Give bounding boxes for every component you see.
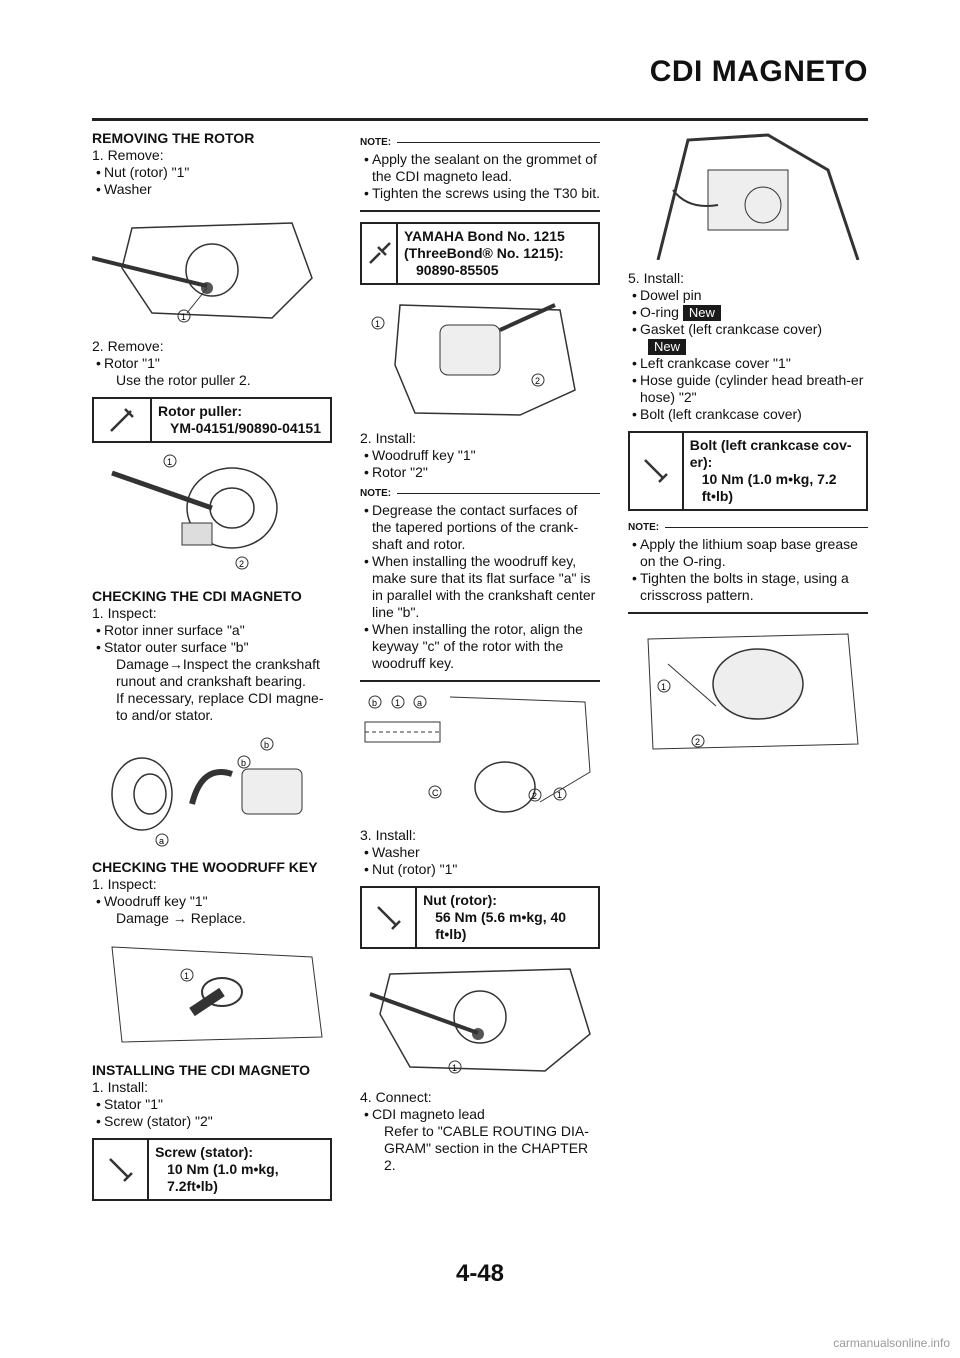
spec-value: 10 Nm (1.0 m•kg, 7.2 ft•lb) bbox=[701, 471, 837, 504]
section-title-checking: CHECKING THE CDI MAGNETO bbox=[92, 588, 302, 604]
bullet: • Left crankcase cover "1" bbox=[628, 355, 868, 372]
bullet: • Woodruff key "1" bbox=[92, 893, 332, 910]
page-title: CDI MAGNETO bbox=[649, 55, 868, 88]
bullet-text: O-ring bbox=[640, 304, 679, 320]
note-header bbox=[360, 485, 600, 502]
bullet: • Rotor "2" bbox=[360, 464, 600, 481]
fig-label: 1 bbox=[375, 319, 381, 329]
fig-label: 1 bbox=[181, 312, 187, 322]
bullet: • Washer bbox=[360, 844, 600, 861]
watermark: carmanualsonline.info bbox=[833, 1336, 950, 1350]
note-text: Refer to "CABLE ROUTING DIA-GRAM" section in the CHAPTER 2. bbox=[384, 1123, 589, 1173]
section-title-removing: REMOVING THE ROTOR bbox=[92, 130, 255, 146]
bullet: • Nut (rotor) "1" bbox=[92, 164, 332, 181]
spec-value: YM-04151/90890-04151 bbox=[170, 420, 322, 436]
page-number: 4-48 bbox=[455, 1260, 505, 1287]
column-3 bbox=[628, 130, 868, 769]
note-label: NOTE: bbox=[360, 488, 392, 499]
figure-nut-install bbox=[360, 959, 600, 1079]
section-title-installing: INSTALLING THE CDI MAGNETO bbox=[92, 1062, 311, 1078]
note-end-rule bbox=[360, 680, 600, 682]
sealant-icon bbox=[362, 224, 398, 283]
fig-label: C bbox=[432, 788, 439, 798]
figure-rotor-stator bbox=[92, 734, 332, 849]
note-header bbox=[360, 134, 600, 151]
fig-label: a bbox=[417, 698, 423, 708]
spec-name: Bolt (left crankcase cov-er): bbox=[689, 437, 852, 470]
bullet: • Tighten the bolts in stage, using a crisscross pattern. bbox=[628, 570, 868, 604]
step-install-3: 3. Install: bbox=[360, 827, 417, 843]
figure-rotor-install bbox=[360, 692, 600, 817]
bullet: • Rotor "1" bbox=[92, 355, 332, 372]
bullet: • Woodruff key "1" bbox=[360, 447, 600, 464]
fig-label: b bbox=[264, 740, 270, 750]
fig-label: 2 bbox=[239, 559, 245, 569]
spec-name: Rotor puller: bbox=[158, 403, 242, 419]
figure-frame bbox=[628, 130, 868, 260]
spec-name: Screw (stator): bbox=[155, 1144, 254, 1160]
torque-icon bbox=[362, 888, 417, 947]
column-1 bbox=[92, 130, 332, 1209]
bullet: • Apply the lithium soap base grease on the O-ring. bbox=[628, 536, 868, 570]
bullet: • Rotor inner surface "a" bbox=[92, 622, 332, 639]
figure-grommet bbox=[360, 295, 600, 420]
step-inspect-woodruff: 1. Inspect: bbox=[92, 876, 157, 892]
bullet: • Degrease the contact surfaces of the tapered portions of the crank-shaft and rotor. bbox=[360, 502, 600, 553]
bullet: • Apply the sealant on the grommet of the CDI magneto lead. bbox=[360, 151, 600, 185]
bullet bbox=[628, 304, 868, 321]
spec-name: Nut (rotor): bbox=[423, 892, 497, 908]
figure-rotor-puller bbox=[92, 453, 332, 578]
note-label: NOTE: bbox=[360, 137, 392, 148]
bullet: • Tighten the screws using the T30 bit. bbox=[360, 185, 600, 202]
bullet: • Stator "1" bbox=[92, 1096, 332, 1113]
spec-value: 56 Nm (5.6 m•kg, 40 ft•lb) bbox=[435, 909, 567, 942]
fig-label: 1 bbox=[184, 971, 190, 981]
spec-box-bolt-cover bbox=[628, 431, 868, 511]
bullet: • When installing the rotor, align the keyway "c" of the rotor with the woodruff key. bbox=[360, 621, 600, 672]
fig-label: b bbox=[372, 698, 378, 708]
spec-box-yamaha-bond bbox=[360, 222, 600, 285]
bullet: • Nut (rotor) "1" bbox=[360, 861, 600, 878]
column-2 bbox=[360, 130, 600, 1174]
fig-label: b bbox=[241, 758, 247, 768]
note-label: NOTE: bbox=[628, 522, 660, 533]
step-install-1: 1. Install: bbox=[92, 1079, 149, 1095]
note-header bbox=[628, 519, 868, 536]
spec-name: YAMAHA Bond No. 1215 (ThreeBond® No. 1215): bbox=[404, 228, 565, 261]
new-badge: New bbox=[683, 305, 721, 321]
bullet: • Hose guide (cylinder head breath-er hose) "2" bbox=[628, 372, 868, 406]
bullet: • Washer bbox=[92, 181, 332, 198]
step-remove-1: 1. Remove: bbox=[92, 147, 164, 163]
fig-label: 1 bbox=[167, 457, 173, 467]
tool-icon bbox=[94, 399, 152, 441]
section-title-woodruff: CHECKING THE WOODRUFF KEY bbox=[92, 859, 318, 875]
figure-woodruff-key bbox=[92, 937, 332, 1052]
fig-label: 2 bbox=[535, 376, 541, 386]
bullet: • Screw (stator) "2" bbox=[92, 1113, 332, 1130]
bullet: • Dowel pin bbox=[628, 287, 868, 304]
torque-icon bbox=[94, 1140, 149, 1199]
bullet: • When installing the woodruff key, make sure that its flat surface "a" is in parallel with the crankshaft center line "b". bbox=[360, 553, 600, 621]
fig-label: 2 bbox=[695, 737, 701, 747]
fig-label: 1 bbox=[395, 698, 401, 708]
spec-box-screw-stator bbox=[92, 1138, 332, 1201]
bullet: • Gasket (left crankcase cover) bbox=[628, 321, 868, 338]
step-install-5: 5. Install: bbox=[628, 270, 685, 286]
bullet: • Bolt (left crankcase cover) bbox=[628, 406, 868, 423]
bullet: • CDI magneto lead bbox=[360, 1106, 600, 1123]
fig-label: a bbox=[159, 836, 165, 846]
step-inspect-1: 1. Inspect: bbox=[92, 605, 157, 621]
note-end-rule bbox=[628, 612, 868, 614]
fig-label: 1 bbox=[557, 790, 563, 800]
step-connect-4: 4. Connect: bbox=[360, 1089, 432, 1105]
step-remove-2: 2. Remove: bbox=[92, 338, 164, 354]
bullet: • Stator outer surface "b" bbox=[92, 639, 332, 656]
spec-box-rotor-puller bbox=[92, 397, 332, 443]
note-text: Damage → Replace. bbox=[116, 910, 246, 926]
new-badge: New bbox=[648, 339, 686, 355]
note-text: If necessary, replace CDI magne-to and/or stator. bbox=[116, 690, 324, 723]
new-badge-line bbox=[628, 338, 868, 355]
note-text: Use the rotor puller 2. bbox=[116, 372, 251, 388]
torque-icon bbox=[630, 433, 684, 509]
fig-label: 1 bbox=[452, 1063, 458, 1073]
figure-crankcase-cover bbox=[628, 624, 868, 759]
fig-label: 2 bbox=[532, 791, 538, 801]
spec-value: 90890-85505 bbox=[416, 262, 499, 278]
spec-box-nut-rotor bbox=[360, 886, 600, 949]
header-rule bbox=[92, 118, 868, 121]
note-end-rule bbox=[360, 210, 600, 212]
figure-nut-rotor bbox=[92, 208, 332, 328]
spec-value: 10 Nm (1.0 m•kg, 7.2ft•lb) bbox=[167, 1161, 279, 1194]
step-install-2: 2. Install: bbox=[360, 430, 417, 446]
note-text: Damage→Inspect the crankshaft runout and crankshaft bearing. bbox=[116, 656, 320, 689]
fig-label: 1 bbox=[661, 682, 667, 692]
